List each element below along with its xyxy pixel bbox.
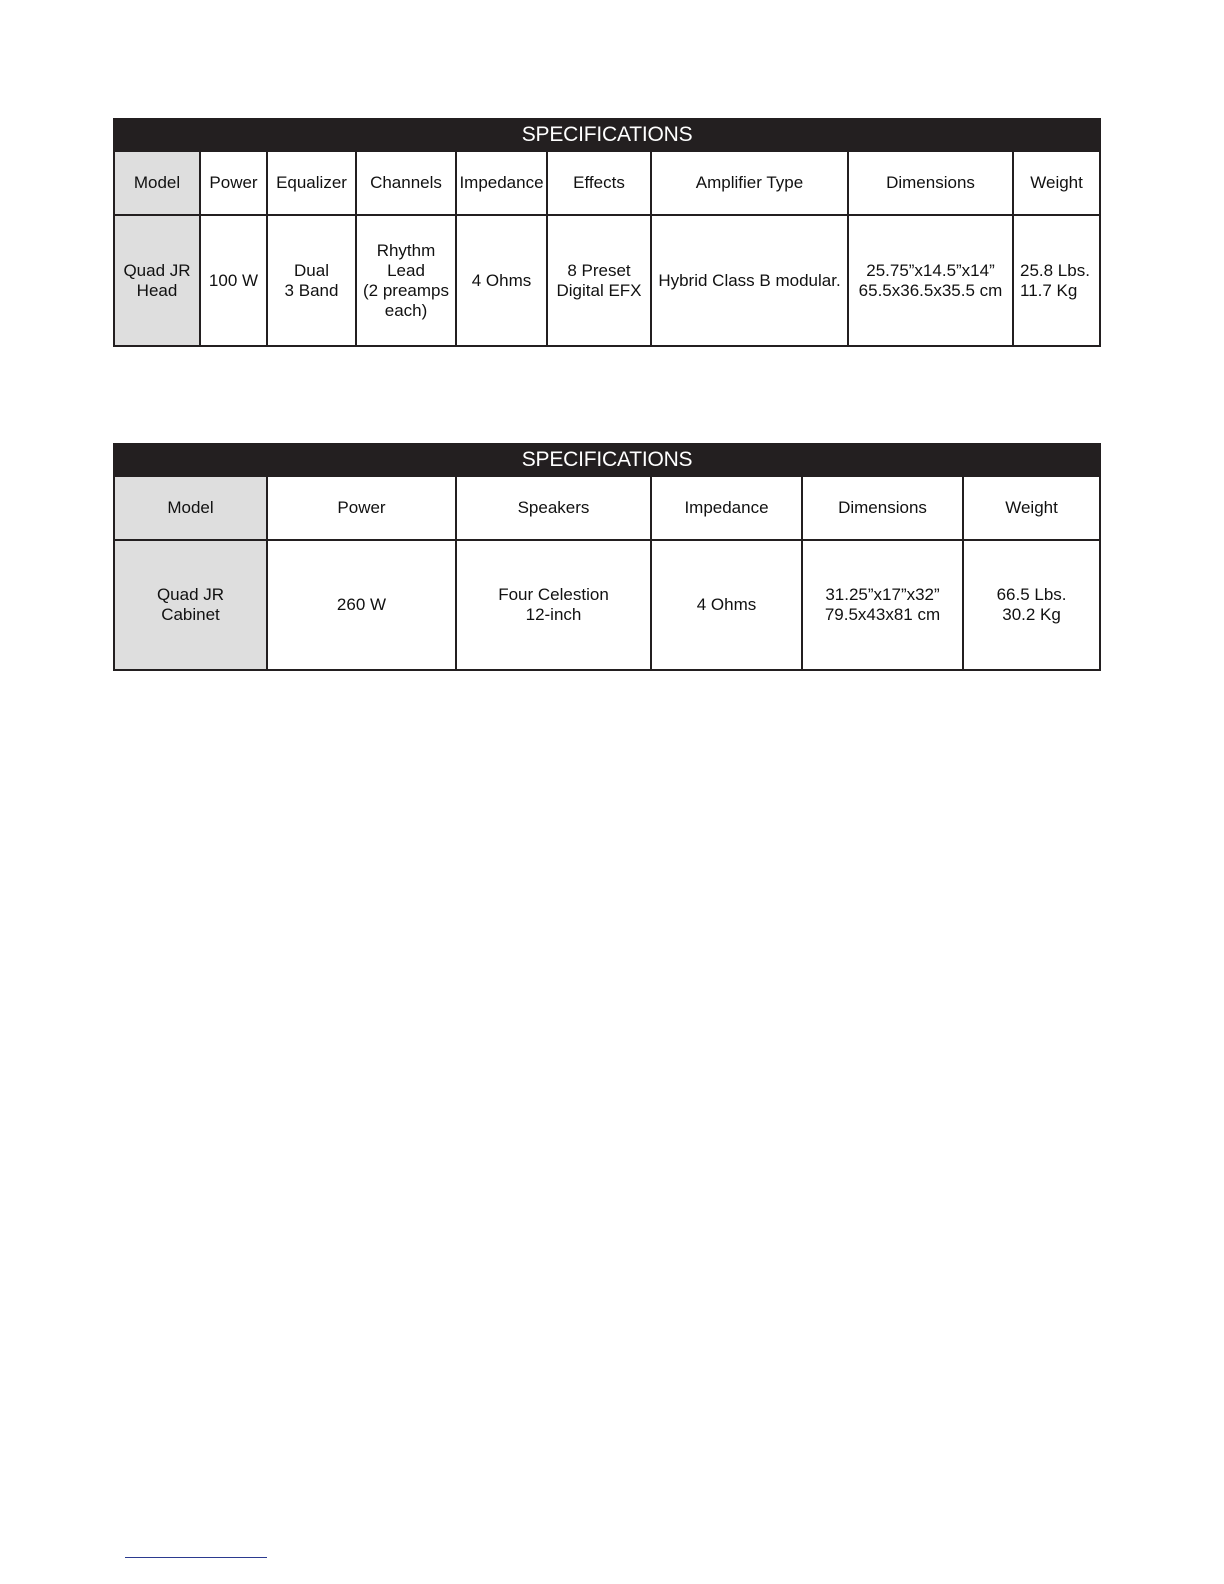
value-weight: 25.8 Lbs. 11.7 Kg [1013, 215, 1100, 346]
header-effects: Effects [547, 151, 651, 215]
value-impedance: 4 Ohms [456, 215, 547, 346]
header-model: Model [114, 476, 267, 540]
header-model: Model [114, 151, 200, 215]
value-power: 260 W [267, 540, 456, 670]
table-title: SPECIFICATIONS [114, 444, 1100, 476]
value-model: Quad JR Cabinet [114, 540, 267, 670]
value-amplifier-type: Hybrid Class B modular. [651, 215, 848, 346]
value-speakers: Four Celestion 12-inch [456, 540, 651, 670]
value-weight: 66.5 Lbs. 30.2 Kg [963, 540, 1100, 670]
header-amplifier-type: Amplifier Type [651, 151, 848, 215]
header-impedance: Impedance [651, 476, 802, 540]
head-specifications-table [113, 118, 1101, 347]
value-model: Quad JR Head [114, 215, 200, 346]
header-equalizer: Equalizer [267, 151, 356, 215]
header-impedance: Impedance [456, 151, 547, 215]
table-row [114, 540, 1100, 670]
header-speakers: Speakers [456, 476, 651, 540]
value-dimensions: 25.75”x14.5”x14” 65.5x36.5x35.5 cm [848, 215, 1013, 346]
header-dimensions: Dimensions [848, 151, 1013, 215]
table-header-row [114, 476, 1100, 540]
header-weight: Weight [963, 476, 1100, 540]
header-power: Power [267, 476, 456, 540]
cabinet-specifications-table [113, 443, 1101, 671]
value-power: 100 W [200, 215, 267, 346]
table-row [114, 215, 1100, 346]
value-channels: Rhythm Lead (2 preamps each) [356, 215, 456, 346]
value-dimensions: 31.25”x17”x32” 79.5x43x81 cm [802, 540, 963, 670]
value-effects: 8 Preset Digital EFX [547, 215, 651, 346]
value-equalizer: Dual 3 Band [267, 215, 356, 346]
table-title: SPECIFICATIONS [114, 119, 1100, 151]
header-dimensions: Dimensions [802, 476, 963, 540]
table-header-row [114, 151, 1100, 215]
footer-rule [125, 1557, 267, 1558]
header-channels: Channels [356, 151, 456, 215]
header-power: Power [200, 151, 267, 215]
header-weight: Weight [1013, 151, 1100, 215]
value-impedance: 4 Ohms [651, 540, 802, 670]
